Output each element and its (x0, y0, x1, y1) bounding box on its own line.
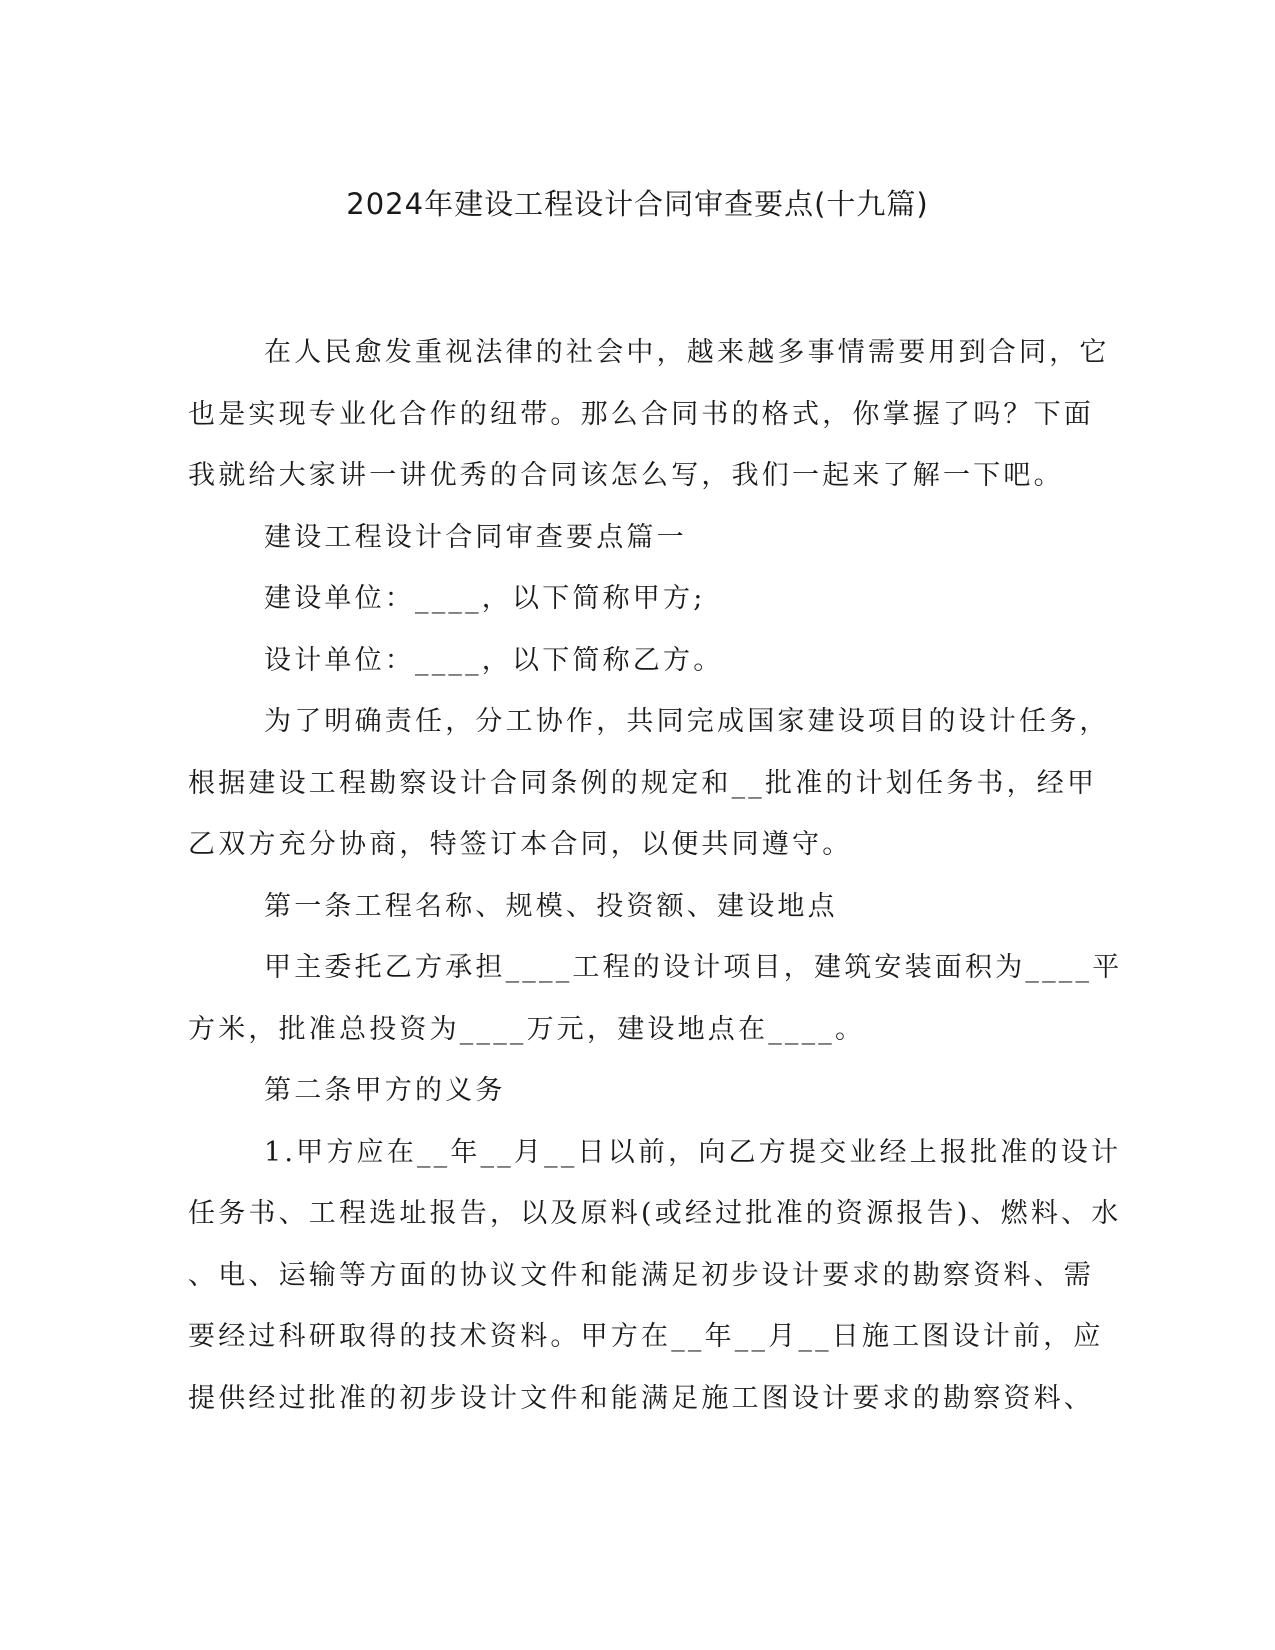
text-line: 设计单位：____，以下简称乙方。 (264, 644, 724, 676)
document-body (188, 322, 1123, 1429)
text-line: 建设单位：____，以下简称甲方; (264, 583, 706, 614)
text-line: 任务书、工程选址报告，以及原料(或经过批准的资源报告)、燃料、水 (188, 1198, 1122, 1229)
text-line: 在人民愈发重视法律的社会中，越来越多事情需要用到合同，它 (264, 337, 1110, 368)
text-line: 也是实现专业化合作的纽带。那么合同书的格式，你掌握了吗？下面 (188, 398, 1094, 430)
text-line: 提供经过批准的初步设计文件和能满足施工图设计要求的勘察资料、 (188, 1382, 1094, 1414)
text-line: 为了明确责任，分工协作，共同完成国家建设项目的设计任务， (264, 706, 1110, 737)
text-line: 方米，批准总投资为____万元，建设地点在____。 (188, 1013, 866, 1045)
text-line: 我就给大家讲一讲优秀的合同该怎么写，我们一起来了解一下吧。 (188, 460, 1064, 491)
text-line: 建设工程设计合同审查要点篇一 (264, 521, 687, 553)
text-line: 要经过科研取得的技术资料。甲方在__年__月__日施工图设计前，应 (188, 1321, 1104, 1352)
document-title: 2024年建设工程设计合同审查要点(十九篇) (346, 187, 929, 221)
text-line: 第一条工程名称、规模、投资额、建设地点 (264, 890, 838, 922)
text-line: 、电、运输等方面的协议文件和能满足初步设计要求的勘察资料、需 (188, 1259, 1094, 1291)
text-line: 第二条甲方的义务 (264, 1075, 506, 1106)
text-line: 乙双方充分协商，特签订本合同，以便共同遵守。 (188, 829, 853, 860)
text-line: 1.甲方应在__年__月__日以前，向乙方提交业经上报批准的设计 (264, 1136, 1122, 1168)
text-line: 甲主委托乙方承担____工程的设计项目，建筑安装面积为____平 (264, 952, 1123, 983)
text-line: 根据建设工程勘察设计合同条例的规定和__批准的计划任务书，经甲 (188, 767, 1098, 799)
